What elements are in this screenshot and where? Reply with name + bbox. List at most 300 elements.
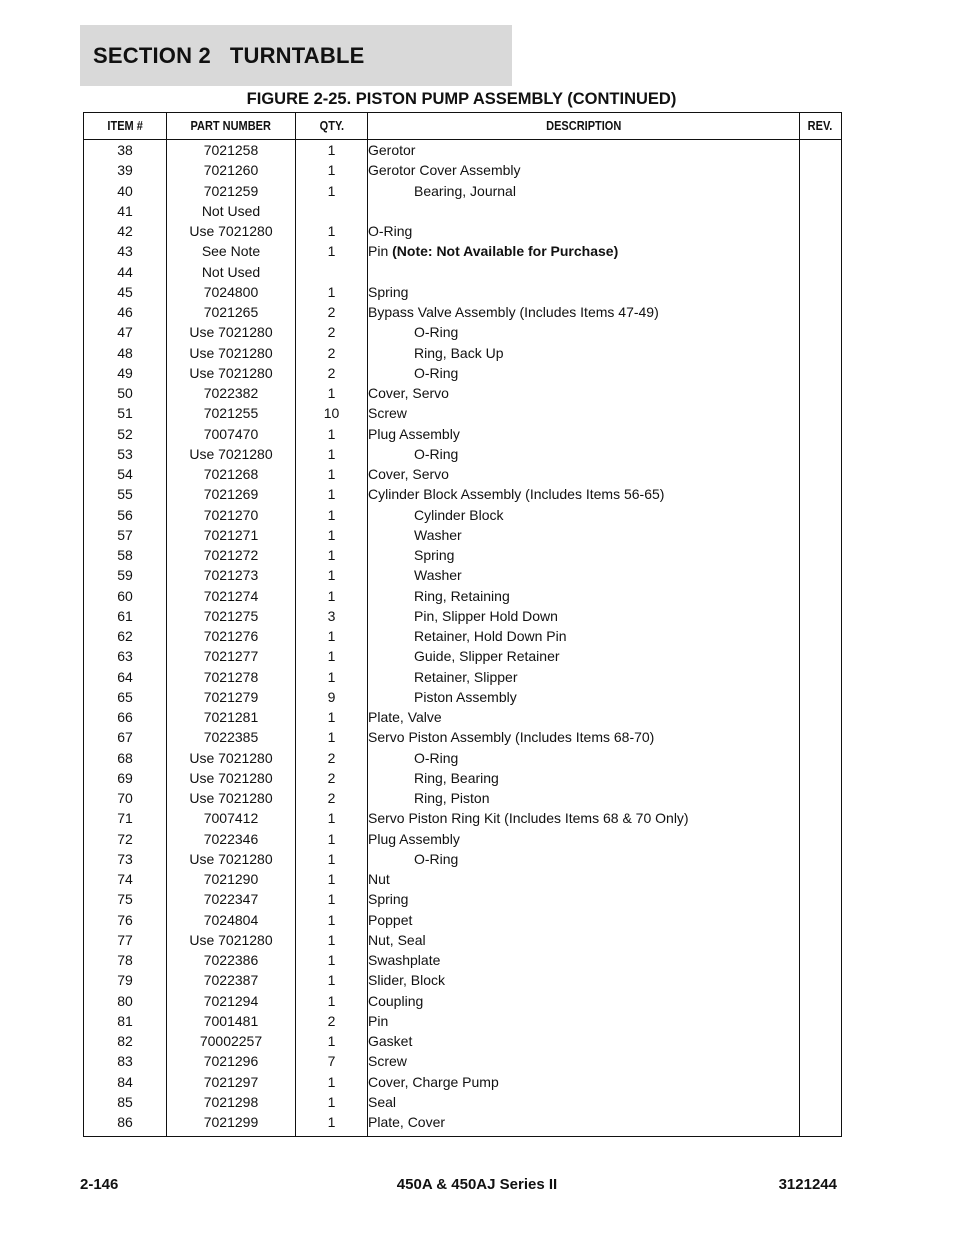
table-row xyxy=(84,1112,842,1137)
part-number-cell: 7021268 xyxy=(167,464,296,484)
column-header-part-number: PART NUMBER xyxy=(167,113,296,140)
item-number-cell: 53 xyxy=(84,444,167,464)
qty-cell: 1 xyxy=(296,646,368,666)
rev-cell xyxy=(800,687,842,707)
qty-cell: 1 xyxy=(296,525,368,545)
column-header-rev: REV. xyxy=(800,113,842,140)
description-cell xyxy=(368,383,800,403)
part-number-cell: 7021269 xyxy=(167,484,296,504)
item-number-cell: 64 xyxy=(84,667,167,687)
table-row xyxy=(84,606,842,626)
description-cell xyxy=(368,505,800,525)
qty-cell: 2 xyxy=(296,748,368,768)
rev-cell xyxy=(800,484,842,504)
part-number-cell: 7022347 xyxy=(167,889,296,909)
item-number-cell: 78 xyxy=(84,950,167,970)
qty-cell: 1 xyxy=(296,484,368,504)
item-number-cell: 47 xyxy=(84,322,167,342)
table-row xyxy=(84,667,842,687)
part-number-cell: Use 7021280 xyxy=(167,322,296,342)
item-number-cell: 38 xyxy=(84,140,167,161)
table-row xyxy=(84,444,842,464)
description-text: Gasket xyxy=(368,1033,413,1050)
item-number-cell: 67 xyxy=(84,727,167,747)
rev-cell xyxy=(800,788,842,808)
part-number-cell: 7021278 xyxy=(167,667,296,687)
qty-cell: 1 xyxy=(296,282,368,302)
description-cell xyxy=(368,727,800,747)
item-number-cell: 63 xyxy=(84,646,167,666)
rev-cell xyxy=(800,626,842,646)
description-cell xyxy=(368,1011,800,1031)
item-number-cell: 72 xyxy=(84,829,167,849)
description-cell xyxy=(368,464,800,484)
table-row xyxy=(84,788,842,808)
description-text: Piston Assembly xyxy=(414,688,517,705)
qty-cell: 1 xyxy=(296,1072,368,1092)
part-number-cell: 7021290 xyxy=(167,869,296,889)
rev-cell xyxy=(800,586,842,606)
table-row xyxy=(84,221,842,241)
table-row xyxy=(84,869,842,889)
description-cell xyxy=(368,748,800,768)
description-text: Washer xyxy=(414,526,462,543)
description-note: (Note: Not Available for Purchase) xyxy=(392,243,619,260)
qty-cell: 3 xyxy=(296,606,368,626)
description-cell xyxy=(368,201,800,221)
description-text: O-Ring xyxy=(414,364,459,381)
table-row xyxy=(84,545,842,565)
table-header-row xyxy=(84,113,842,140)
part-number-cell: Use 7021280 xyxy=(167,343,296,363)
description-cell xyxy=(368,160,800,180)
qty-cell: 1 xyxy=(296,889,368,909)
part-number-cell: 7021299 xyxy=(167,1112,296,1137)
table-row xyxy=(84,1072,842,1092)
rev-cell xyxy=(800,383,842,403)
table-row xyxy=(84,282,842,302)
table-row xyxy=(84,403,842,423)
item-number-cell: 66 xyxy=(84,707,167,727)
rev-cell xyxy=(800,646,842,666)
qty-cell: 1 xyxy=(296,221,368,241)
description-cell xyxy=(368,910,800,930)
section-title: SECTION 2 TURNTABLE xyxy=(93,42,365,68)
description-cell xyxy=(368,1031,800,1051)
qty-cell: 7 xyxy=(296,1051,368,1071)
description-cell xyxy=(368,646,800,666)
part-number-cell: 7021272 xyxy=(167,545,296,565)
part-number-cell: Use 7021280 xyxy=(167,930,296,950)
part-number-cell: 7022382 xyxy=(167,383,296,403)
rev-cell xyxy=(800,707,842,727)
description-text: Retainer, Hold Down Pin xyxy=(414,628,567,645)
rev-cell xyxy=(800,241,842,261)
part-number-cell: Use 7021280 xyxy=(167,363,296,383)
qty-cell: 2 xyxy=(296,302,368,322)
table-row xyxy=(84,1051,842,1071)
description-cell xyxy=(368,1051,800,1071)
item-number-cell: 44 xyxy=(84,262,167,282)
item-number-cell: 83 xyxy=(84,1051,167,1071)
rev-cell xyxy=(800,889,842,909)
item-number-cell: 54 xyxy=(84,464,167,484)
qty-cell: 1 xyxy=(296,667,368,687)
table-row xyxy=(84,464,842,484)
table-row xyxy=(84,525,842,545)
qty-cell: 1 xyxy=(296,991,368,1011)
table-row xyxy=(84,646,842,666)
description-text: Servo Piston Assembly (Includes Items 68-70) xyxy=(368,729,655,746)
rev-cell xyxy=(800,505,842,525)
description-cell xyxy=(368,181,800,201)
table-row xyxy=(84,889,842,909)
item-number-cell: 46 xyxy=(84,302,167,322)
item-number-cell: 80 xyxy=(84,991,167,1011)
description-text: Pin xyxy=(368,1012,389,1029)
table-row xyxy=(84,748,842,768)
description-cell xyxy=(368,302,800,322)
part-number-cell: Use 7021280 xyxy=(167,748,296,768)
description-text: O-Ring xyxy=(414,324,459,341)
part-number-cell: 7021298 xyxy=(167,1092,296,1112)
rev-cell xyxy=(800,262,842,282)
part-number-cell: 7022386 xyxy=(167,950,296,970)
item-number-cell: 40 xyxy=(84,181,167,201)
item-number-cell: 62 xyxy=(84,626,167,646)
rev-cell xyxy=(800,282,842,302)
column-header-item: ITEM # xyxy=(84,113,167,140)
qty-cell: 1 xyxy=(296,181,368,201)
qty-cell: 9 xyxy=(296,687,368,707)
item-number-cell: 49 xyxy=(84,363,167,383)
table-row xyxy=(84,160,842,180)
item-number-cell: 45 xyxy=(84,282,167,302)
item-number-cell: 69 xyxy=(84,768,167,788)
description-text: Gerotor xyxy=(368,142,416,159)
item-number-cell: 68 xyxy=(84,748,167,768)
table-row xyxy=(84,181,842,201)
rev-cell xyxy=(800,808,842,828)
table-row xyxy=(84,424,842,444)
qty-cell: 1 xyxy=(296,586,368,606)
part-number-cell: 7021271 xyxy=(167,525,296,545)
qty-cell: 1 xyxy=(296,808,368,828)
rev-cell xyxy=(800,201,842,221)
description-text: O-Ring xyxy=(414,850,459,867)
description-text: Spring xyxy=(368,283,409,300)
description-text: Bearing, Journal xyxy=(414,182,516,199)
description-cell xyxy=(368,1072,800,1092)
table-row xyxy=(84,505,842,525)
description-text: Cylinder Block xyxy=(414,506,504,523)
description-cell xyxy=(368,808,800,828)
description-cell xyxy=(368,950,800,970)
item-number-cell: 79 xyxy=(84,970,167,990)
description-text: Plug Assembly xyxy=(368,425,460,442)
rev-cell xyxy=(800,1092,842,1112)
qty-cell: 1 xyxy=(296,565,368,585)
description-cell xyxy=(368,444,800,464)
rev-cell xyxy=(800,950,842,970)
part-number-cell: 7021279 xyxy=(167,687,296,707)
column-header-qty: QTY. xyxy=(296,113,368,140)
rev-cell xyxy=(800,910,842,930)
description-text: Guide, Slipper Retainer xyxy=(414,648,560,665)
rev-cell xyxy=(800,1051,842,1071)
rev-cell xyxy=(800,160,842,180)
qty-cell: 1 xyxy=(296,829,368,849)
item-number-cell: 75 xyxy=(84,889,167,909)
rev-cell xyxy=(800,525,842,545)
description-text: Spring xyxy=(368,891,409,908)
part-number-cell: 7022346 xyxy=(167,829,296,849)
part-number-cell: 7024800 xyxy=(167,282,296,302)
item-number-cell: 56 xyxy=(84,505,167,525)
description-text: Retainer, Slipper xyxy=(414,668,518,685)
description-cell xyxy=(368,363,800,383)
description-text: Coupling xyxy=(368,992,424,1009)
description-text: Gerotor Cover Assembly xyxy=(368,162,521,179)
description-cell xyxy=(368,626,800,646)
part-number-cell: See Note xyxy=(167,241,296,261)
table-row xyxy=(84,910,842,930)
description-text: Cover, Servo xyxy=(368,466,449,483)
rev-cell xyxy=(800,403,842,423)
table-row xyxy=(84,808,842,828)
description-text: Cylinder Block Assembly (Includes Items 56-65) xyxy=(368,486,665,503)
part-number-cell: Use 7021280 xyxy=(167,788,296,808)
item-number-cell: 41 xyxy=(84,201,167,221)
rev-cell xyxy=(800,1011,842,1031)
rev-cell xyxy=(800,991,842,1011)
rev-cell xyxy=(800,829,842,849)
description-text: O-Ring xyxy=(414,445,459,462)
rev-cell xyxy=(800,606,842,626)
rev-cell xyxy=(800,363,842,383)
item-number-cell: 61 xyxy=(84,606,167,626)
description-text: Pin, Slipper Hold Down xyxy=(414,607,558,624)
description-text: Ring, Bearing xyxy=(414,769,499,786)
table-row xyxy=(84,262,842,282)
qty-cell: 2 xyxy=(296,363,368,383)
description-cell xyxy=(368,930,800,950)
section-header xyxy=(80,25,512,86)
description-cell xyxy=(368,262,800,282)
part-number-cell: 7022387 xyxy=(167,970,296,990)
part-number-cell: 7021270 xyxy=(167,505,296,525)
part-number-cell: 7007470 xyxy=(167,424,296,444)
description-text: Cover, Charge Pump xyxy=(368,1073,499,1090)
qty-cell: 1 xyxy=(296,1031,368,1051)
description-text: Ring, Retaining xyxy=(414,587,510,604)
part-number-cell: 7021265 xyxy=(167,302,296,322)
table-row xyxy=(84,302,842,322)
table-row xyxy=(84,849,842,869)
qty-cell: 1 xyxy=(296,930,368,950)
table-row xyxy=(84,586,842,606)
description-text: Pin xyxy=(368,243,393,260)
part-number-cell: Use 7021280 xyxy=(167,768,296,788)
item-number-cell: 58 xyxy=(84,545,167,565)
rev-cell xyxy=(800,1112,842,1137)
item-number-cell: 76 xyxy=(84,910,167,930)
description-cell xyxy=(368,788,800,808)
description-text: O-Ring xyxy=(368,223,413,240)
description-text: Plate, Cover xyxy=(368,1114,446,1130)
description-cell xyxy=(368,829,800,849)
description-cell xyxy=(368,322,800,342)
description-cell xyxy=(368,221,800,241)
qty-cell: 1 xyxy=(296,424,368,444)
part-number-cell: 7001481 xyxy=(167,1011,296,1031)
item-number-cell: 73 xyxy=(84,849,167,869)
item-number-cell: 59 xyxy=(84,565,167,585)
table-row xyxy=(84,343,842,363)
rev-cell xyxy=(800,1072,842,1092)
part-number-cell: 7022385 xyxy=(167,727,296,747)
rev-cell xyxy=(800,727,842,747)
part-number-cell: 7021297 xyxy=(167,1072,296,1092)
qty-cell xyxy=(296,262,368,282)
table-row xyxy=(84,991,842,1011)
item-number-cell: 70 xyxy=(84,788,167,808)
item-number-cell: 84 xyxy=(84,1072,167,1092)
qty-cell: 1 xyxy=(296,626,368,646)
description-cell xyxy=(368,889,800,909)
qty-cell: 1 xyxy=(296,140,368,161)
description-cell xyxy=(368,606,800,626)
table-row xyxy=(84,626,842,646)
description-cell xyxy=(368,1092,800,1112)
table-row xyxy=(84,1092,842,1112)
table-row xyxy=(84,970,842,990)
item-number-cell: 81 xyxy=(84,1011,167,1031)
table-row xyxy=(84,707,842,727)
qty-cell: 2 xyxy=(296,788,368,808)
parts-table xyxy=(83,112,842,1137)
part-number-cell: 7021275 xyxy=(167,606,296,626)
qty-cell: 1 xyxy=(296,1112,368,1137)
table-row xyxy=(84,201,842,221)
qty-cell: 1 xyxy=(296,464,368,484)
rev-cell xyxy=(800,930,842,950)
qty-cell: 1 xyxy=(296,910,368,930)
item-number-cell: 74 xyxy=(84,869,167,889)
part-number-cell: 7021281 xyxy=(167,707,296,727)
description-cell xyxy=(368,586,800,606)
part-number-cell: 70002257 xyxy=(167,1031,296,1051)
rev-cell xyxy=(800,748,842,768)
description-text: Bypass Valve Assembly (Includes Items 47-49) xyxy=(368,304,659,321)
column-header-description: DESCRIPTION xyxy=(368,113,800,140)
rev-cell xyxy=(800,322,842,342)
table-row xyxy=(84,930,842,950)
part-number-cell: Use 7021280 xyxy=(167,444,296,464)
description-text: Plate, Valve xyxy=(368,709,442,726)
rev-cell xyxy=(800,424,842,444)
item-number-cell: 51 xyxy=(84,403,167,423)
rev-cell xyxy=(800,343,842,363)
description-text: Cover, Servo xyxy=(368,385,449,402)
model-name: 450A & 450AJ Series II xyxy=(396,1176,558,1193)
qty-cell: 1 xyxy=(296,160,368,180)
description-cell xyxy=(368,545,800,565)
description-text: Washer xyxy=(414,567,462,584)
rev-cell xyxy=(800,565,842,585)
description-cell xyxy=(368,403,800,423)
part-number-cell: Use 7021280 xyxy=(167,221,296,241)
rev-cell xyxy=(800,221,842,241)
description-text: Screw xyxy=(368,405,407,422)
table-row xyxy=(84,687,842,707)
item-number-cell: 48 xyxy=(84,343,167,363)
rev-cell xyxy=(800,768,842,788)
table-row xyxy=(84,383,842,403)
description-text: Slider, Block xyxy=(368,972,446,989)
part-number-cell: Not Used xyxy=(167,201,296,221)
table-row xyxy=(84,1031,842,1051)
qty-cell: 1 xyxy=(296,707,368,727)
description-text: O-Ring xyxy=(414,749,459,766)
description-cell xyxy=(368,970,800,990)
table-row xyxy=(84,363,842,383)
description-cell xyxy=(368,667,800,687)
qty-cell: 1 xyxy=(296,383,368,403)
qty-cell: 2 xyxy=(296,343,368,363)
item-number-cell: 85 xyxy=(84,1092,167,1112)
item-number-cell: 71 xyxy=(84,808,167,828)
table-row xyxy=(84,565,842,585)
qty-cell: 1 xyxy=(296,444,368,464)
part-number-cell: 7021260 xyxy=(167,160,296,180)
rev-cell xyxy=(800,869,842,889)
item-number-cell: 82 xyxy=(84,1031,167,1051)
document-number: 3121244 xyxy=(778,1176,837,1193)
qty-cell: 1 xyxy=(296,727,368,747)
description-text: Screw xyxy=(368,1053,407,1070)
item-number-cell: 77 xyxy=(84,930,167,950)
description-text: Nut xyxy=(368,871,390,888)
rev-cell xyxy=(800,444,842,464)
qty-cell: 1 xyxy=(296,1092,368,1112)
description-text: Seal xyxy=(368,1093,397,1110)
figure-title: FIGURE 2-25. PISTON PUMP ASSEMBLY (CONTINUED) xyxy=(246,90,677,108)
part-number-cell: 7021296 xyxy=(167,1051,296,1071)
description-cell xyxy=(368,687,800,707)
description-cell xyxy=(368,565,800,585)
part-number-cell: Not Used xyxy=(167,262,296,282)
item-number-cell: 50 xyxy=(84,383,167,403)
table-body xyxy=(84,140,842,1137)
qty-cell: 1 xyxy=(296,545,368,565)
part-number-cell: 7021259 xyxy=(167,181,296,201)
table-row xyxy=(84,484,842,504)
description-cell xyxy=(368,424,800,444)
part-number-cell: 7007412 xyxy=(167,808,296,828)
qty-cell: 2 xyxy=(296,768,368,788)
qty-cell: 1 xyxy=(296,869,368,889)
description-text: Spring xyxy=(414,547,455,564)
description-cell xyxy=(368,140,800,161)
rev-cell xyxy=(800,464,842,484)
item-number-cell: 55 xyxy=(84,484,167,504)
description-text: Poppet xyxy=(368,911,413,928)
item-number-cell: 86 xyxy=(84,1112,167,1137)
rev-cell xyxy=(800,140,842,161)
table-row xyxy=(84,950,842,970)
table-row xyxy=(84,829,842,849)
